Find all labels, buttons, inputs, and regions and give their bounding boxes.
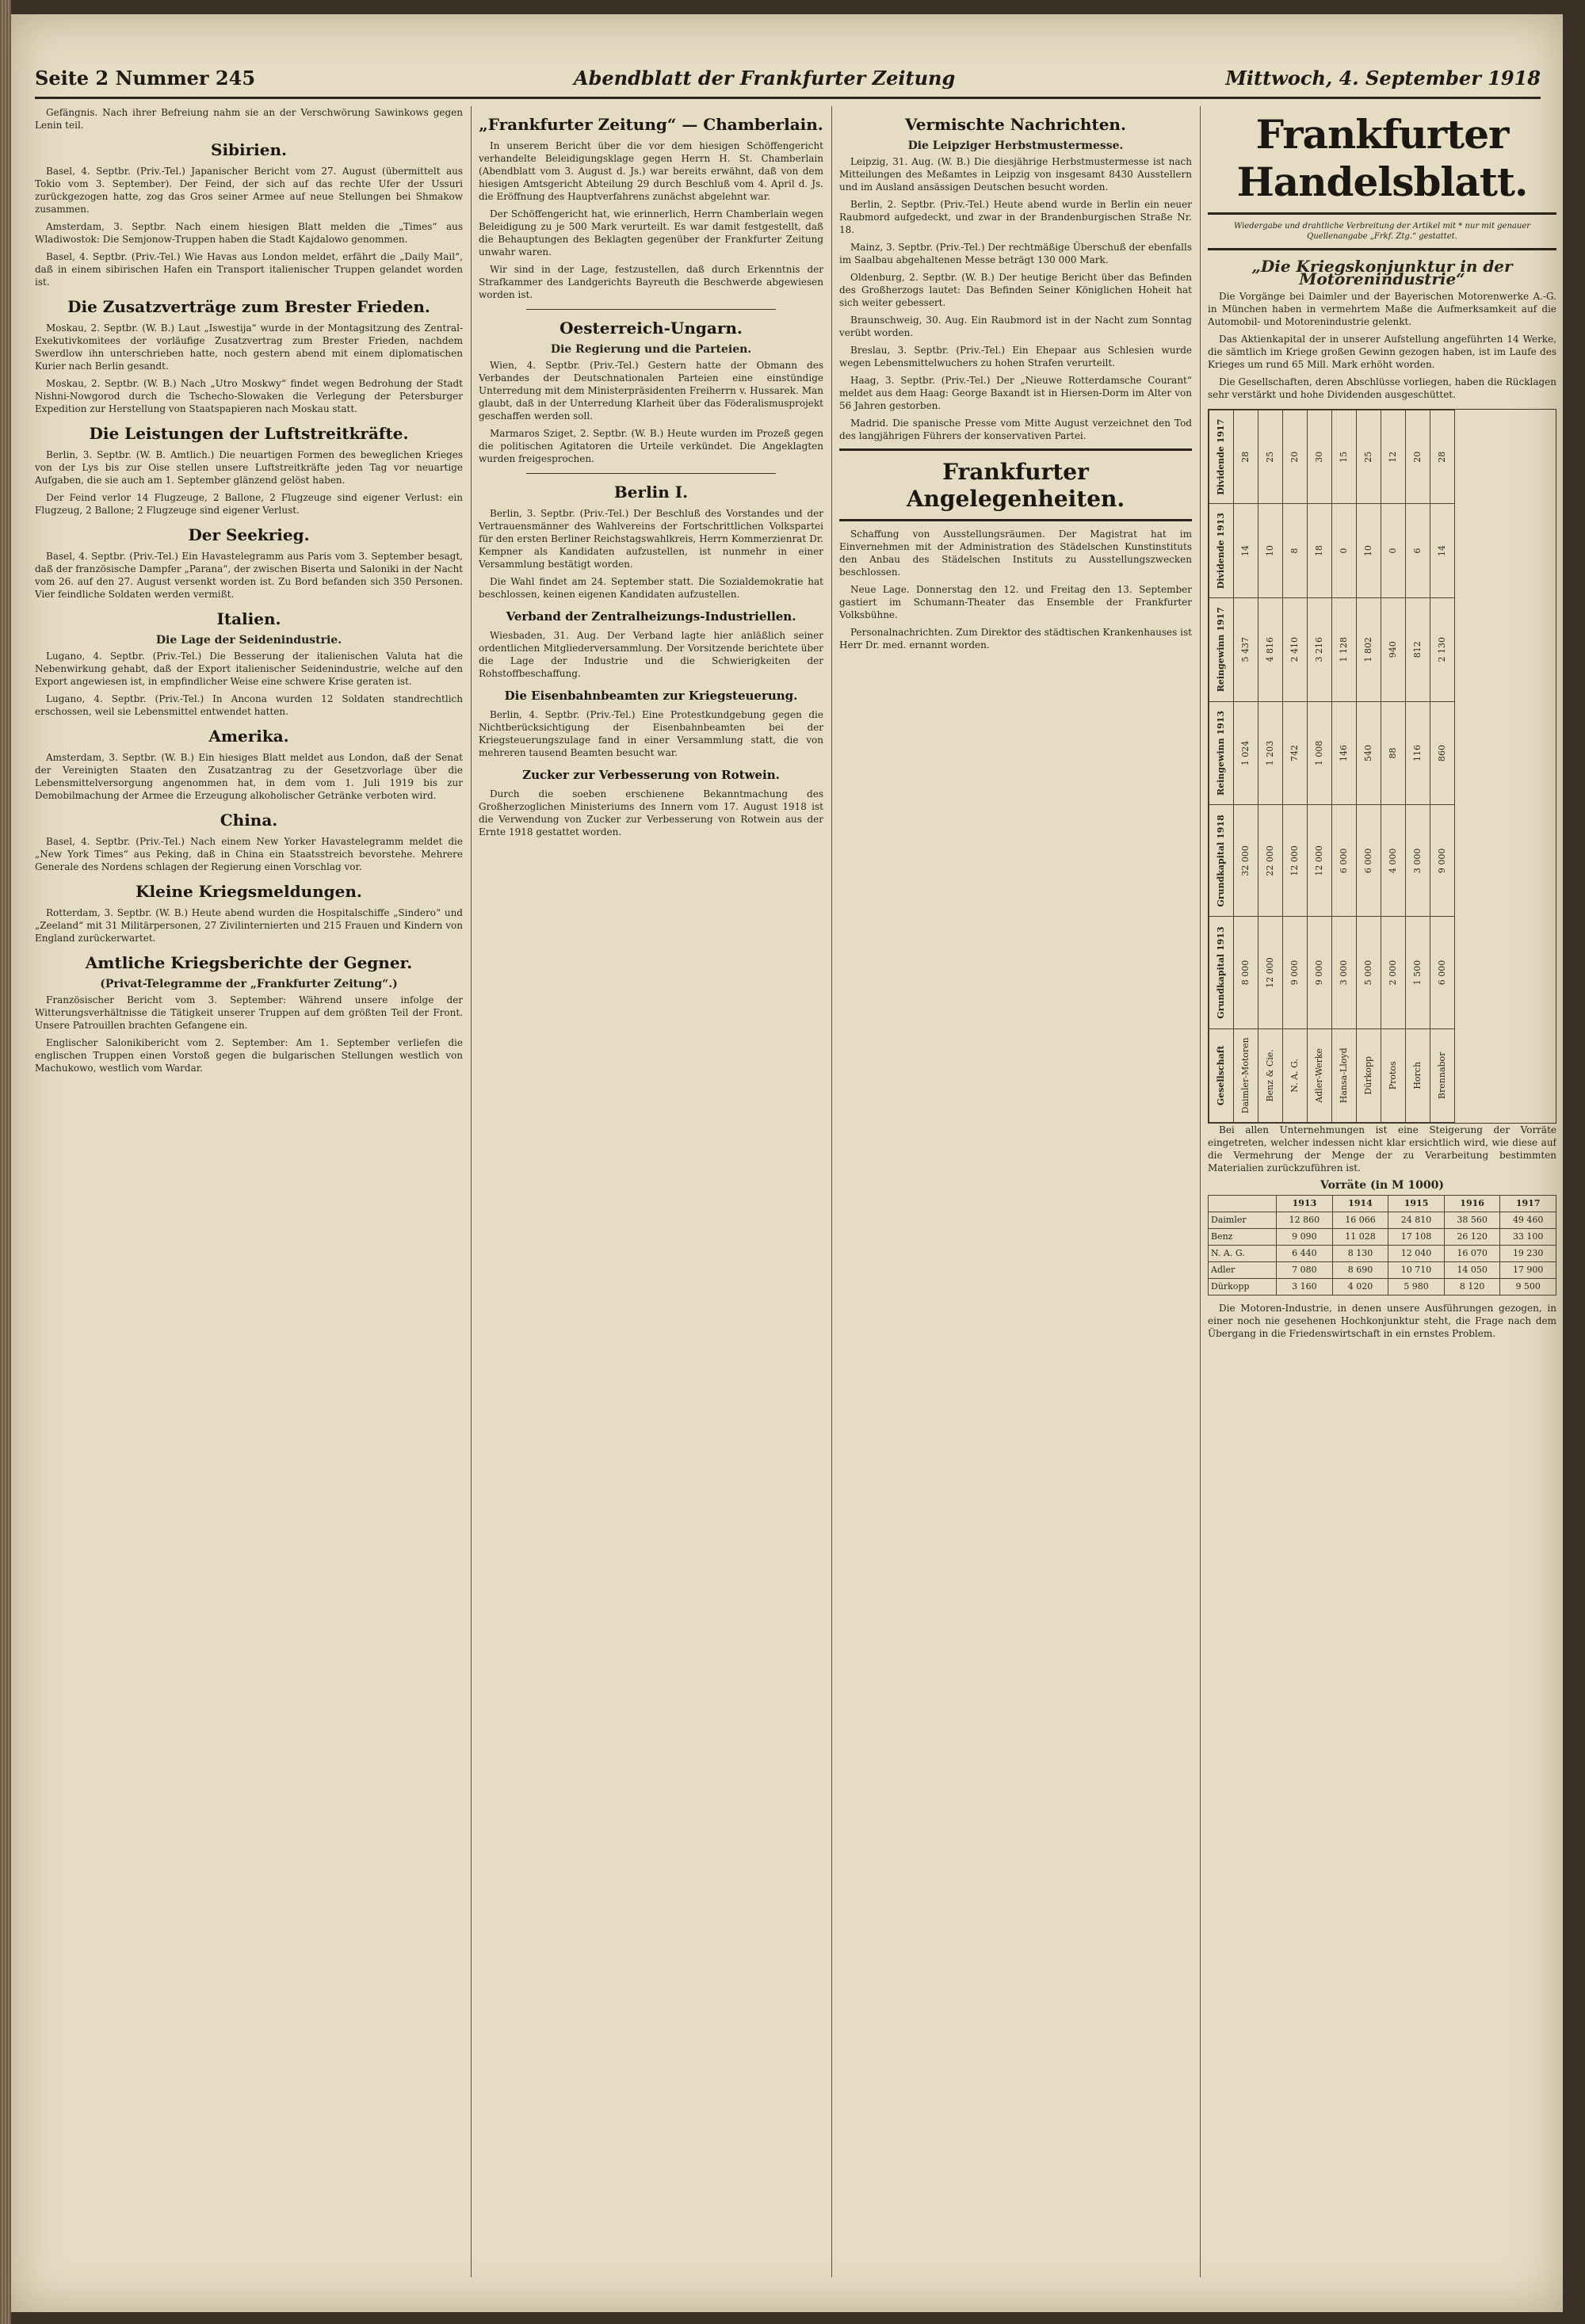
table-cell: Benz [1209,1229,1277,1246]
table-cell: 25 [1258,410,1283,504]
table-cell: 24 810 [1388,1212,1445,1229]
table-header-cell: Dividende 1913 [1209,504,1234,597]
article-paragraph: Personalnachrichten. Zum Direktor des städtischen Krankenhauses ist Herr Dr. med. ernannt worden. [839,627,1192,651]
article-paragraph: Die Motoren-Industrie, in denen unsere Ausführungen gezogen, in einer noch nie gesehenen Hochkonjunktur steht, die Frage nach dem Übergang in die Friedenswirtschaft in ein ernstes Problem. [1208,1303,1556,1339]
table-header-cell: 1917 [1500,1196,1556,1212]
table-row [1209,1279,1556,1296]
table-cell: 2 000 [1381,917,1406,1028]
section-separator [526,473,776,474]
vorrat-table-title: Vorräte (in M 1000) [1320,1179,1444,1192]
table-cell: 8 690 [1332,1262,1388,1279]
article-paragraph: Basel, 4. Septbr. (Priv.-Tel.) Japanischer Bericht vom 27. August (übermittelt aus Tokio vom 3. September). Der Feind, der sich auf das rechte Ufer der Ussuri zurückgezogen hatte, zog das Gros seiner Armee auf neue Stellungen bei Shmakow zusammen. [35,166,463,215]
table-cell: 116 [1406,701,1430,805]
table-cell: 88 [1381,701,1406,805]
header-paper-name: Abendblatt der Frankfurter Zeitung [574,67,956,90]
table-cell: 32 000 [1234,805,1258,917]
article-paragraph: Amsterdam, 3. Septbr. (W. B.) Ein hiesiges Blatt meldet aus London, daß der Senat der Vereinigten Staaten den Zusatzantrag zu der Gesetzvorlage über die Lebensmittelversorgung angenommen hat, in dem vom 1. Juli 1919 bis zur Demobilmachung der Armee die Erzeugung alkoholischer Getränke verboten wird. [35,752,463,801]
table-cell: 28 [1430,410,1455,504]
table-body [1234,410,1455,1123]
table-cell: 3 160 [1277,1279,1333,1296]
table-row [1283,410,1308,1123]
table-cell: 12 000 [1258,917,1283,1028]
table-cell: 10 710 [1388,1262,1445,1279]
section-subtitle: Die Regierung und die Parteien. [550,343,752,356]
table-cell: 19 230 [1500,1246,1556,1262]
article-paragraph: Basel, 4. Septbr. (Priv.-Tel.) Ein Havastelegramm aus Paris vom 3. September besagt, daß der französische Dampfer „Parana“, der zwischen Biserta und Saloniki in der Nacht vom 26. auf den 27. August versenkt worden ist. Zu Bord befanden sich 350 Personen. Vier feindliche Soldaten werden vermißt. [35,551,463,600]
table-cell: 8 [1283,504,1308,597]
table-cell: 30 [1308,410,1332,504]
table-cell: 10 [1258,504,1283,597]
table-row [1209,1262,1556,1279]
section-title-oesterreich: Oesterreich-Ungarn. [560,319,743,338]
section-title-zucker: Zucker zur Verbesserung von Rotwein. [522,768,780,782]
article-paragraph: Basel, 4. Septbr. (Priv.-Tel.) Nach einem New Yorker Havastelegramm meldet die „New York Times“ aus Peking, daß in China ein Staatsstreich bevorstehe. Mehrere Generale des Nordens schlagen der Regierung einen Vorschlag vor. [35,836,463,872]
table-row [1406,410,1430,1123]
table-cell: 940 [1381,597,1406,701]
section-title-sibirien: Sibirien. [211,140,287,159]
column-2 [479,106,823,2277]
masthead-note: Wiedergabe und drahtliche Verbreitung der Artikel mit * nur mit genauer Quellenangabe „Frkf. Ztg.“ gestattet. [1233,222,1531,241]
table-cell: 14 050 [1444,1262,1500,1279]
table-cell: 5 000 [1357,917,1381,1028]
article-paragraph: Neue Lage. Donnerstag den 12. und Freitag den 13. September gastiert im Schumann-Theater das Ensemble der Frankfurter Volksbühne. [839,584,1192,620]
article-paragraph: Breslau, 3. Septbr. (Priv.-Tel.) Ein Ehepaar aus Schlesien wurde wegen Lebensmittelwuchers zu hohen Strafen verurteilt. [839,345,1192,368]
section-title-seekrieg: Der Seekrieg. [188,525,310,544]
column-4 [1208,106,1556,2277]
table-header-cell: Grundkapital 1918 [1209,805,1234,917]
table-cell: 12 000 [1283,805,1308,917]
table-cell: 10 [1357,504,1381,597]
article-paragraph: Berlin, 3. Septbr. (W. B. Amtlich.) Die neuartigen Formen des beweglichen Krieges von der Lys bis zur Oise stellen unsere Luftstreitkräfte jeden Tag vor neuartige Aufgaben, die sie auch am 1. September glänzend gelöst haben. [35,449,463,486]
article-paragraph: Moskau, 2. Septbr. (W. B.) Laut „Iswestija“ wurde in der Montagsitzung des Zentral-Exekutivkomitees der vorläufige Zusatzvertrag zum Brester Frieden, nachdem Swerdlow ihn unterschrieben hatte, noch gestern abend mit einem diplomatischen Kurier nach Berlin gesandt. [35,322,463,372]
table-cell: 742 [1283,701,1308,805]
section-title-berlin: Berlin I. [613,483,689,502]
table-cell: 5 437 [1234,597,1258,701]
table-cell: 5 980 [1388,1279,1445,1296]
handelsblatt-masthead: Frankfurter Handelsblatt. [1236,111,1528,205]
table-cell: 22 000 [1258,805,1283,917]
column-rule [471,106,472,2277]
section-title-zentral: Verband der Zentralheizungs-Industriellen. [506,609,796,624]
table-cell: 9 000 [1308,917,1332,1028]
table-cell: 15 [1332,410,1357,504]
article-paragraph: Durch die soeben erschienene Bekanntmachung des Großherzoglichen Ministeriums des Innern vom 17. August 1918 ist die Verwendung von Zucker zur Verbesserung von Rotwein aus der Ernte 1918 gestattet worden. [479,788,823,838]
article-paragraph: Die Vorgänge bei Daimler und der Bayerischen Motorenwerke A.-G. in München haben in vermehrtem Maße die Aufmerksamkeit auf die Automobil- und Motorenindustrie gelenkt. [1208,291,1556,327]
article-paragraph: Lugano, 4. Septbr. (Priv.-Tel.) Die Besserung der italienischen Valuta hat die Nebenwirkung gehabt, daß der Export italienischer Seidenindustrie, welche auf den Export angewiesen ist, in empfindlicher Weise eine schwere Krise geraten ist. [35,651,463,687]
table-cell: 812 [1406,597,1430,701]
table-cell: Horch [1406,1028,1430,1122]
table-cell: 1 802 [1357,597,1381,701]
lead-text: Gefängnis. Nach ihrer Befreiung nahm sie an der Verschwörung Sawinkows gegen Lenin teil. [35,107,463,131]
table-cell: 540 [1357,701,1381,805]
table-header-cell: 1915 [1388,1196,1445,1212]
newspaper-page [11,14,1563,2312]
table-row [1209,1246,1556,1262]
table-header-row [1209,410,1234,1123]
table-cell: 1 128 [1332,597,1357,701]
article-paragraph: Der Feind verlor 14 Flugzeuge, 2 Ballone, 2 Flugzeuge sind eigener Verlust: ein Flugzeug, 2 Ballone; 2 Flugzeuge sind eigener Verlust. [35,492,463,516]
article-paragraph: Schaffung von Ausstellungsräumen. Der Magistrat hat im Einvernehmen mit der Administration des Städelschen Kunstinstituts den Anbau des Städelschen Instituts zu Ausstellungszwecken beschlossen. [839,529,1192,578]
table-cell: 860 [1430,701,1455,805]
table-cell: 6 000 [1357,805,1381,917]
table-cell: 8 000 [1234,917,1258,1028]
article-paragraph: Berlin, 3. Septbr. (Priv.-Tel.) Der Beschluß des Vorstandes und der Vertrauensmänner des Wahlvereins der Fortschrittlichen Volkspartei für den ersten Berliner Reichstagswahlkreis, Herrn Kommerzienrat Dr. Kempner als Kandidaten aufzustellen, ist nunmehr in einer Versammlung bestätigt worden. [479,508,823,570]
table-cell: Hansa-Lloyd [1332,1028,1357,1122]
header-date: Mittwoch, 4. September 1918 [1225,67,1541,90]
article-paragraph: Lugano, 4. Septbr. (Priv.-Tel.) In Ancona wurden 12 Soldaten standrechtlich erschossen, weil sie Lebensmittel entwendet hatten. [35,693,463,717]
table-header-cell: Grundkapital 1913 [1209,917,1234,1028]
table-cell: 8 130 [1332,1246,1388,1262]
table-cell: 12 000 [1308,805,1332,917]
section-title-china: China. [220,811,278,830]
section-subtitle: (Privat-Telegramme der „Frankfurter Zeitung“.) [100,978,398,990]
paper-stack-edge [0,0,11,2324]
table-row [1430,410,1455,1123]
section-title-kleine: Kleine Kriegsmeldungen. [136,882,362,901]
section-title-luftstreit: Die Leistungen der Luftstreitkräfte. [89,424,409,443]
table-cell: 6 000 [1430,917,1455,1028]
table-cell: 6 440 [1277,1246,1333,1262]
table-cell: 3 216 [1308,597,1332,701]
section-title-chamberlain: „Frankfurter Zeitung“ — Chamberlain. [479,115,823,134]
table-cell: 38 560 [1444,1212,1500,1229]
table-cell: Protos [1381,1028,1406,1122]
table-cell: 18 [1308,504,1332,597]
table-cell: 1 024 [1234,701,1258,805]
table-cell: 2 130 [1430,597,1455,701]
table-row [1258,410,1283,1123]
column-rule [831,106,832,2277]
section-title-vermischte: Vermischte Nachrichten. [905,115,1126,134]
article-paragraph: Haag, 3. Septbr. (Priv.-Tel.) Der „Nieuwe Rotterdamsche Courant“ meldet aus dem Haag: George Baxandt ist in Hiersen-Dorm im Alter von 56 Jahren gestorben. [839,375,1192,411]
article-paragraph: Englischer Salonikibericht vom 2. September: Am 1. September verliefen die englischen Truppen einen Vorstoß gegen die bulgarischen Stellungen westlich von Machukowo, westlich vom Wardar. [35,1037,463,1074]
table-cell: 146 [1332,701,1357,805]
article-paragraph: Wiesbaden, 31. Aug. Der Verband lagte hier anläßlich seiner ordentlichen Mitgliederversammlung. Der Vorsitzende berichtete über die Lage der Industrie und die Schwierigkeiten der Rohstoffbeschaffung. [479,630,823,679]
table-cell: 12 860 [1277,1212,1333,1229]
article-paragraph: Braunschweig, 30. Aug. Ein Raubmord ist in der Nacht zum Sonntag verübt worden. [839,315,1192,338]
table-header-cell: Reingewinn 1917 [1209,597,1234,701]
article-paragraph: Das Aktienkapital der in unserer Aufstellung angeführten 14 Werke, die sämtlich im Kriege großen Gewinn gezogen haben, ist im Laufe des Krieges um rund 65 Mill. Mark erhöht worden. [1208,334,1556,370]
article-paragraph: Leipzig, 31. Aug. (W. B.) Die diesjährige Herbstmustermesse ist nach Mitteilungen des Meßamtes in Leipzig von insgesamt 8430 Ausstellern und im Ausland ansässigen Deutschen besucht worden. [839,156,1192,193]
table-cell: 1 500 [1406,917,1430,1028]
article-paragraph: Basel, 4. Septbr. (Priv.-Tel.) Wie Havas aus London meldet, erfährt die „Daily Mail“, daß in einem sibirischen Hafen ein Transport italienischer Truppen gelandet worden ist. [35,251,463,288]
table-cell: Adler-Werke [1308,1028,1332,1122]
table-cell: 9 000 [1283,917,1308,1028]
table-cell: N. A. G. [1283,1028,1308,1122]
vorrat-table [1208,1195,1556,1296]
table-cell: 33 100 [1500,1229,1556,1246]
statistics-table [1209,410,1455,1123]
table-cell: Daimler-Motoren [1234,1028,1258,1122]
section-title-eisenbahn: Die Eisenbahnbeamten zur Kriegsteuerung. [504,689,798,703]
rotated-statistics-table [1208,409,1556,1124]
table-header-cell: Dividende 1917 [1209,410,1234,504]
table-cell: 25 [1357,410,1381,504]
section-title-angelegenheiten: Frankfurter Angelegenheiten. [906,459,1125,512]
table-header-row [1209,1196,1556,1212]
table-cell: Dürkopp [1357,1028,1381,1122]
table-cell: 17 900 [1500,1262,1556,1279]
table-cell: 1 008 [1308,701,1332,805]
section-separator [839,448,1192,451]
table-cell: 4 020 [1332,1279,1388,1296]
table-cell: N. A. G. [1209,1246,1277,1262]
section-separator [526,309,776,310]
article-paragraph: In unserem Bericht über die vor dem hiesigen Schöffengericht verhandelte Beleidigungsklage gegen Herrn H. St. Chamberlain (Abendblatt vom 3. August d. Js.) war bereits erwähnt, daß von dem hiesigen Amtsgericht Abteilung 29 durch Beschluß vom 4. April d. Js. die Eröffnung des Hauptverfahrens zunächst abgelehnt war. [479,140,823,202]
table-row [1209,1212,1556,1229]
table-cell: 6 [1406,504,1430,597]
table-cell: Benz & Cie. [1258,1028,1283,1122]
article-paragraph: Wien, 4. Septbr. (Priv.-Tel.) Gestern hatte der Obmann des Verbandes der Deutschnationalen Parteien eine einstündige Unterredung mit dem Ministerpräsidenten Freiherrn v. Hussarek. Man glaubt, daß in der Unterredung Klarheit über das Föderalismusprojekt geschaffen werden soll. [479,360,823,422]
table-cell: 20 [1283,410,1308,504]
table-row [1209,1229,1556,1246]
article-paragraph: Oldenburg, 2. Septbr. (W. B.) Der heutige Bericht über das Befinden des Großherzogs lautet: Das Befinden Seiner Königlichen Hoheit hat sich weiter gebessert. [839,272,1192,308]
section-subtitle: Die Lage der Seidenindustrie. [155,634,342,647]
table-row [1332,410,1357,1123]
article-paragraph: Der Schöffengericht hat, wie erinnerlich, Herrn Chamberlain wegen Beleidigung zu je 500 Mark verurteilt. Es war damit festgestellt, daß die Behauptungen des Beklagten gegenüber der Frankfurter Zeitung unwahr waren. [479,208,823,258]
table-cell: 20 [1406,410,1430,504]
article-paragraph: Berlin, 2. Septbr. (Priv.-Tel.) Heute abend wurde in Berlin ein neuer Raubmord aufgedeckt, und zwar in der Brandenburgischen Straße Nr. 18. [839,199,1192,235]
column-rule [1200,106,1201,2277]
table-cell: 11 028 [1332,1229,1388,1246]
table-cell: Adler [1209,1262,1277,1279]
table-cell: 1 203 [1258,701,1283,805]
table-row [1234,410,1258,1123]
column-3 [839,106,1192,2277]
section-title-italien: Italien. [216,609,281,628]
table-cell: 0 [1332,504,1357,597]
table-cell: 16 066 [1332,1212,1388,1229]
article-paragraph: Mainz, 3. Septbr. (Priv.-Tel.) Der rechtmäßige Überschuß der ebenfalls im Saalbau abgehaltenen Messe beträgt 130 000 Mark. [839,242,1192,265]
article-paragraph: Französischer Bericht vom 3. September: Während unsere infolge der Witterungsverhältnisse die Tätigkeit unserer Truppen auf dem größten Teil der Front. Unsere Patrouillen brachten Gefangene ein. [35,994,463,1031]
table-cell: 4 816 [1258,597,1283,701]
header-page-number: Seite 2 Nummer 245 [35,67,256,90]
table-header-cell: 1914 [1332,1196,1388,1212]
table-cell: 3 000 [1406,805,1430,917]
table-cell: 8 120 [1444,1279,1500,1296]
table-cell: 16 070 [1444,1246,1500,1262]
table-cell: 0 [1381,504,1406,597]
masthead-rule [1208,212,1556,215]
section-subtitle: Die Leipziger Herbstmustermesse. [907,139,1124,152]
table-row [1357,410,1381,1123]
table-header-cell: 1916 [1444,1196,1500,1212]
section-title-amerika: Amerika. [208,727,289,746]
section-title-brester: Die Zusatzverträge zum Brester Frieden. [67,297,430,316]
table-header-cell: Gesellschaft [1209,1028,1234,1122]
page-header [35,62,1541,99]
table-cell: 9 000 [1430,805,1455,917]
rotated-table-inner [1209,410,1556,1123]
table-cell: 2 410 [1283,597,1308,701]
section-title-amtliche: Amtliche Kriegsberichte der Gegner. [85,953,413,972]
table-cell: 7 080 [1277,1262,1333,1279]
article-paragraph: Berlin, 4. Septbr. (Priv.-Tel.) Eine Protestkundgebung gegen die Nichtberücksichtigung der Eisenbahnbeamten bei der Kriegsteuerungszulage fand in einer Versammlung statt, die von mehreren tausend Beamten besucht war. [479,709,823,758]
table-header-cell: Reingewinn 1913 [1209,701,1234,805]
column-1 [35,106,463,2277]
table-body [1209,1212,1556,1296]
table-row [1381,410,1406,1123]
article-paragraph: Marmaros Sziget, 2. Septbr. (W. B.) Heute wurden im Prozeß gegen die politischen Agitatoren die Urteile verkündet. Die Angeklagten wurden freigesprochen. [479,428,823,464]
table-header-cell: 1913 [1277,1196,1333,1212]
section-separator [839,519,1192,521]
table-cell: 26 120 [1444,1229,1500,1246]
table-cell: 6 000 [1332,805,1357,917]
table-header-cell [1209,1196,1277,1212]
article-title-motoren: „Die Kriegskonjunktur in der Motorenindustrie“ [1251,257,1513,288]
article-paragraph: Amsterdam, 3. Septbr. Nach einem hiesigen Blatt melden die „Times“ aus Wladiwostok: Die Semjonow-Truppen haben die Stadt Kajdalowo genommen. [35,221,463,245]
article-paragraph: Wir sind in der Lage, festzustellen, daß durch Erkenntnis der Strafkammer des Landgerichts Bayreuth die Beschwerde abgewiesen worden ist. [479,264,823,300]
table-cell: 9 090 [1277,1229,1333,1246]
table-cell: 17 108 [1388,1229,1445,1246]
table-cell: 14 [1234,504,1258,597]
table-row [1308,410,1332,1123]
table-cell: Daimler [1209,1212,1277,1229]
article-paragraph: Madrid. Die spanische Presse vom Mitte August verzeichnet den Tod des langjährigen Führers der konservativen Partei. [839,418,1192,441]
table-cell: Brennabor [1430,1028,1455,1122]
table-cell: 14 [1430,504,1455,597]
table-cell: 28 [1234,410,1258,504]
article-paragraph: Die Gesellschaften, deren Abschlüsse vorliegen, haben die Rücklagen sehr verstärkt und hohe Dividenden ausgeschüttet. [1208,376,1556,400]
masthead-rule [1208,248,1556,250]
article-paragraph: Moskau, 2. Septbr. (W. B.) Nach „Utro Moskwy“ findet wegen Bedrohung der Stadt Nishni-Nowgorod durch die Tschecho-Slowaken die Verlegung der Petersburger Expedition zur Herstellung von Staatspapieren nach Moskau statt. [35,378,463,414]
table-cell: 4 000 [1381,805,1406,917]
table-cell: Dürkopp [1209,1279,1277,1296]
article-paragraph: Die Wahl findet am 24. September statt. Die Sozialdemokratie hat beschlossen, keinen eigenen Kandidaten aufzustellen. [479,576,823,600]
table-cell: 12 [1381,410,1406,504]
table-cell: 12 040 [1388,1246,1445,1262]
table-cell: 3 000 [1332,917,1357,1028]
table-cell: 49 460 [1500,1212,1556,1229]
table-cell: 9 500 [1500,1279,1556,1296]
article-paragraph: Rotterdam, 3. Septbr. (W. B.) Heute abend wurden die Hospitalschiffe „Sindero“ und „Zeeland“ mit 31 Militärpersonen, 27 Zivilinternierten und 215 Frauen und Kindern von England zurückerwartet. [35,907,463,944]
article-paragraph: Bei allen Unternehmungen ist eine Steigerung der Vorräte eingetreten, welcher indessen nicht klar ersichtlich wird, wie diese auf die Vermehrung der Menge der zu Verarbeitung bestimmten Materialien zurückzuführen ist. [1208,1124,1556,1173]
